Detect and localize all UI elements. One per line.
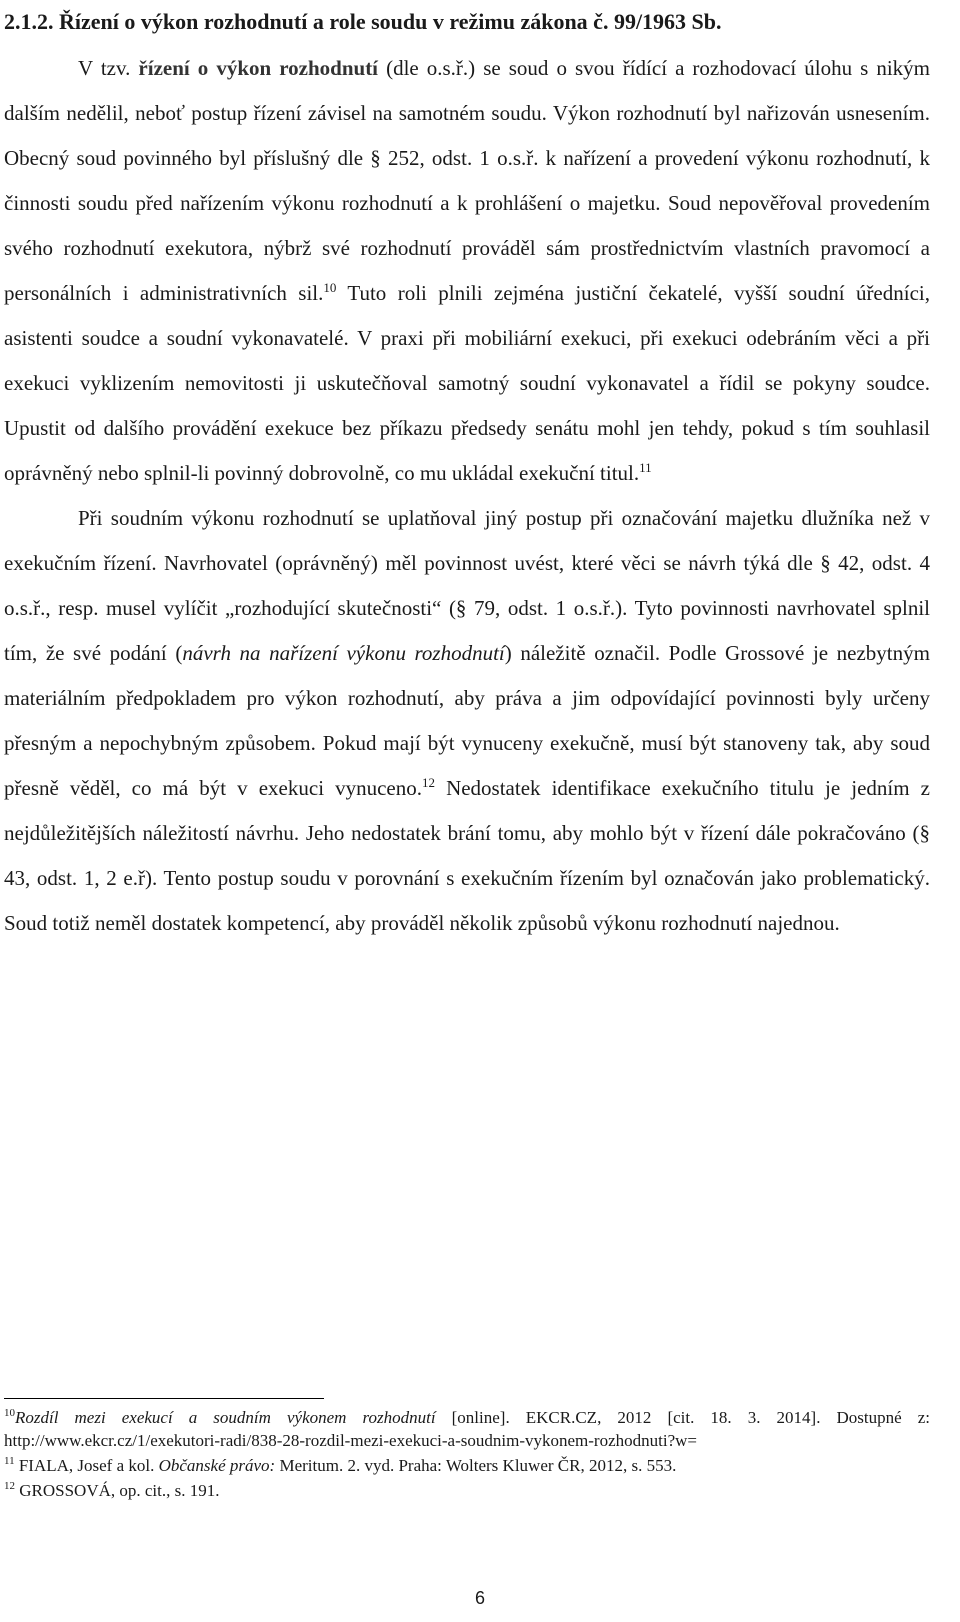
text-run: Při soudním výkonu rozhodnutí se uplatňoval jiný postup při označování majetku dlužníka než v exekučním řízení. Navrhovatel (oprávněný) měl povinnost uvést, které věci se návrh týká dle § 42, odst. 4 o.s.ř., resp. musel vylíčit „rozhodující skutečnosti“ (§ 79, odst. 1 o.s.ř.). Tyto povinnosti navrhovatel splnil tím, že své podání (: [4, 506, 930, 665]
footnote-title: Občanské právo:: [158, 1456, 276, 1475]
emphasized-term: řízení o výkon rozhodnutí: [138, 56, 379, 80]
footnote-title: Rozdíl mezi exekucí a soudním výkonem rozhodnutí: [15, 1408, 436, 1427]
footnote-text: [online]. EKCR.CZ, 2012 [cit. 18. 3. 2014]. Dostupné z: http://www.ekcr.cz/1/exekutori-radi/838-28-rozdil-mezi-exekuci-a-soudnim-vykonem-rozhodnuti?w=: [4, 1408, 930, 1450]
paragraph: [4, 496, 930, 946]
footnotes: [4, 1406, 930, 1504]
footnote-text: FIALA, Josef a kol.: [18, 1456, 159, 1475]
footnote-number: 10: [4, 1407, 15, 1419]
emphasized-term: návrh na nařízení výkonu rozhodnutí: [182, 641, 505, 665]
footnote-ref[interactable]: 10: [323, 280, 337, 295]
text-run: V tzv.: [78, 56, 139, 80]
footnote: [4, 1406, 930, 1452]
page-number: 6: [474, 1588, 485, 1608]
paragraph: [4, 46, 930, 496]
footnote-number: 11: [4, 1455, 15, 1467]
footnote-text: GROSSOVÁ, op. cit., s. 191.: [19, 1481, 220, 1500]
footnote-number: 12: [4, 1480, 15, 1492]
footnote: [4, 1479, 930, 1502]
footnote: [4, 1454, 930, 1477]
section-heading: 2.1.2. Řízení o výkon rozhodnutí a role soudu v režimu zákona č. 99/1963 Sb.: [4, 9, 722, 34]
text-run: Nedostatek identifikace exekučního titulu je jedním z nejdůležitějších náležitostí návrhu. Jeho nedostatek brání tomu, aby mohlo být v řízení dále pokračováno (§ 43, odst. 1, 2 e.ř). Tento postup soudu v porovnání s exekučním řízením byl označován jako problematický. Soud totiž neměl dostatek kompetencí, aby prováděl několik způsobů výkonu rozhodnutí najednou.: [4, 776, 930, 935]
footnote-text: Meritum. 2. vyd. Praha: Wolters Kluwer ČR, 2012, s. 553.: [275, 1456, 677, 1475]
body-text: [4, 46, 930, 946]
text-run: (dle o.s.ř.) se soud o svou řídící a rozhodovací úlohu s nikým dalším nedělil, neboť postup řízení závisel na samotném soudu. Výkon rozhodnutí byl nařizován usnesením. Obecný soud povinného byl příslušný dle § 252, odst. 1 o.s.ř. k nařízení a provedení výkonu rozhodnutí, k činnosti soudu před nařízením výkonu rozhodnutí a k prohlášení o majetku. Soud nepověřoval provedením svého rozhodnutí exekutora, nýbrž své rozhodnutí prováděl sám prostřednictvím vlastních pravomocí a personálních i administrativních sil.: [4, 56, 931, 305]
text-run: Tuto roli plnili zejména justiční čekatelé, vyšší soudní úředníci, asistenti soudce a soudní vykonavatelé. V praxi při mobiliární exekuci, při exekuci odebráním věci a při exekuci vyklizením nemovitosti ji uskutečňoval samotný soudní vykonavatel a řídil se pokyny soudce. Upustit od dalšího provádění exekuce bez příkazu předsedy senátu mohl jen tehdy, pokud s tím souhlasil oprávněný nebo splnil-li povinný dobrovolně, co mu ukládal exekuční titul.: [4, 281, 930, 485]
footnote-ref[interactable]: 12: [422, 775, 435, 790]
footnote-separator: [4, 1398, 324, 1399]
footnote-ref[interactable]: 11: [639, 460, 652, 475]
text-run: ) náležitě označil. Podle Grossové je nezbytným materiálním předpokladem pro výkon rozhodnutí, aby práva a jim odpovídající povinnosti byly určeny přesným a nepochybným způsobem. Pokud mají být vynuceny exekučně, musí být stanoveny tak, aby soud přesně věděl, co má být v exekuci vynuceno.: [4, 641, 930, 800]
